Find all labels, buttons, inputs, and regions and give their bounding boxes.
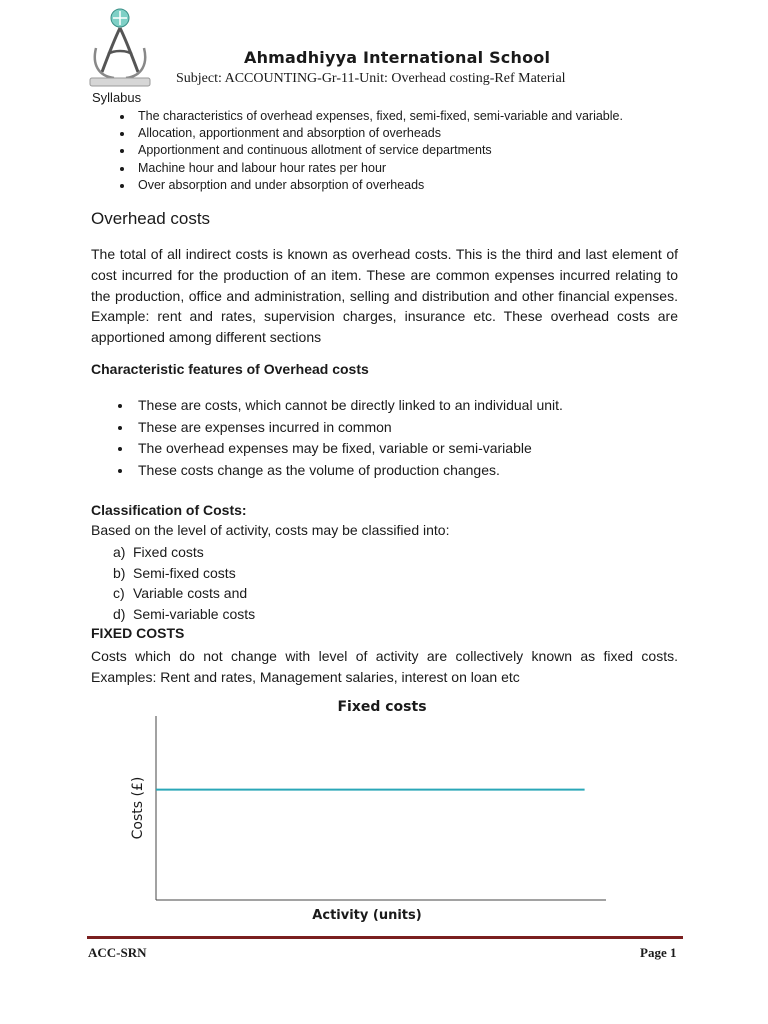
classification-marker: d): [113, 606, 126, 623]
chart-title: Fixed costs: [337, 699, 427, 715]
classification-marker: b): [113, 564, 126, 581]
syllabus-item: • Allocation, apportionment and absorption of overheads: [134, 125, 623, 142]
overhead-heading: Overhead costs: [91, 209, 211, 228]
y-axis-label: Costs (£): [130, 776, 146, 840]
school-crest-icon: [84, 6, 154, 88]
syllabus-item: • Machine hour and labour hour rates per hour: [134, 160, 623, 177]
characteristic-item: • The overhead expenses may be fixed, variable or semi-variable: [133, 438, 563, 460]
footer-code: ACC-SRN: [88, 945, 147, 960]
school-name: Ahmadhiyya International School: [244, 48, 551, 67]
classification-list: [91, 542, 255, 625]
syllabus-item: • Over absorption and under absorption of overheads: [134, 177, 623, 194]
classification-marker: a): [113, 544, 126, 560]
classification-marker: c): [113, 585, 125, 602]
subject-line: Subject: ACCOUNTING-Gr-11-Unit: Overhead costing-Ref Material: [176, 71, 566, 86]
syllabus-list: [92, 108, 623, 194]
page-number: Page 1: [640, 945, 677, 960]
characteristic-item: • These are costs, which cannot be directly linked to an individual unit.: [133, 395, 563, 417]
characteristics-heading: Characteristic features of Overhead costs: [91, 361, 369, 377]
syllabus-item: • Apportionment and continuous allotment of service departments: [134, 142, 623, 159]
classification-intro: Based on the level of activity, costs may be classified into:: [91, 522, 450, 538]
classification-item: [91, 542, 255, 563]
fixed-costs-heading: FIXED COSTS: [91, 625, 185, 641]
syllabus-item: • The characteristics of overhead expenses, fixed, semi-fixed, semi-variable and variable.: [134, 108, 623, 125]
classification-item: [91, 583, 255, 604]
classification-text: Semi-variable costs: [133, 606, 256, 623]
fixed-costs-paragraph: Costs which do not change with level of activity are collectively known as fixed costs. Examples: Rent and rates, Management salaries, interest on loan etc: [91, 648, 678, 685]
characteristic-item: • These are expenses incurred in common: [133, 417, 563, 439]
classification-item: [91, 563, 255, 584]
syllabus-label: Syllabus: [92, 90, 142, 105]
footer-rule: [87, 936, 683, 939]
classification-text: Semi-fixed costs: [133, 564, 236, 581]
characteristic-item: • These costs change as the volume of production changes.: [133, 460, 563, 482]
fixed-costs-chart: [110, 690, 630, 930]
classification-text: Fixed costs: [133, 544, 204, 560]
classification-heading: Classification of Costs:: [91, 502, 247, 518]
classification-text: Variable costs and: [133, 585, 248, 602]
overhead-paragraph: The total of all indirect costs is known as overhead costs. This is the third and last element of cost incurred for the production of an item. These are common expenses incurred relating to the production, office and administration, selling and distribution and other financial expenses. Example: rent and rates, supervision charges, insurance etc. These overhead costs are apportioned among different sections: [91, 246, 678, 346]
characteristics-list: [91, 395, 563, 481]
x-axis-label: Activity (units): [312, 908, 422, 923]
classification-item: [91, 604, 255, 625]
